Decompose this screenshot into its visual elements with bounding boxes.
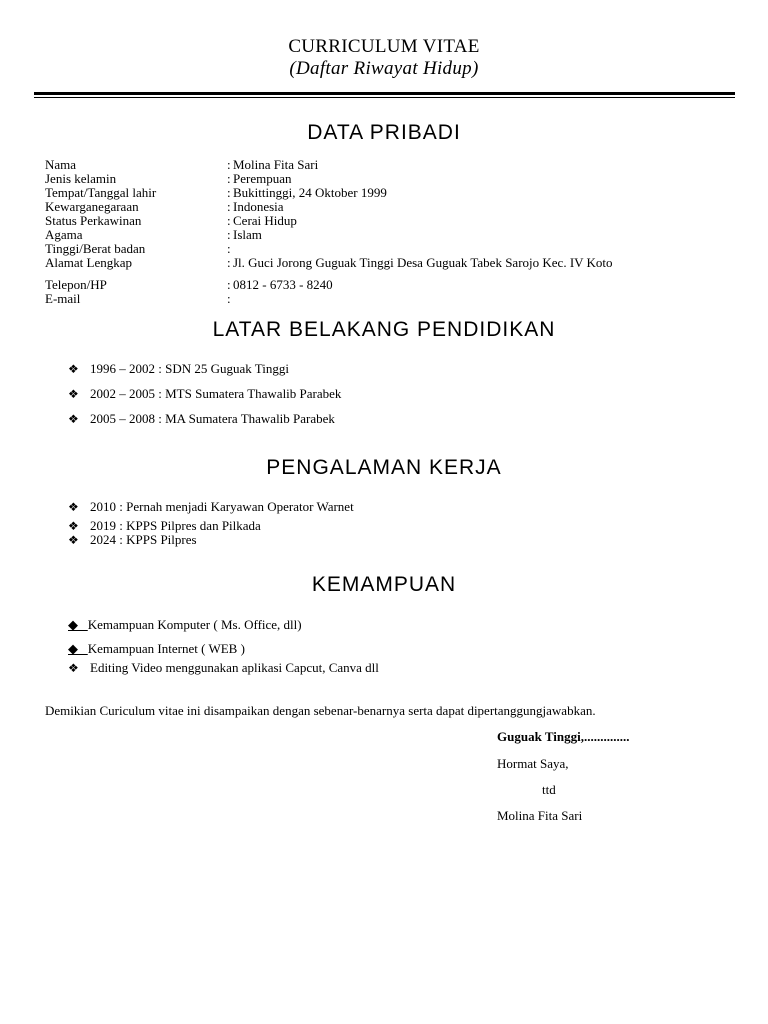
document-title: CURRICULUM VITAE bbox=[288, 36, 480, 57]
row-separator: : bbox=[227, 241, 231, 256]
section-heading-education: LATAR BELAKANG PENDIDIKAN bbox=[212, 318, 556, 341]
closing-statement: Demikian Curiculum vitae ini disampaikan dengan sebenar-benarnya serta dapat dipertanggungjawabkan. bbox=[45, 703, 596, 718]
row-separator: : bbox=[227, 227, 231, 242]
row-separator: : bbox=[227, 255, 231, 270]
row-label: Kewarganegaraan bbox=[45, 199, 139, 214]
row-label: Alamat Lengkap bbox=[45, 255, 132, 270]
skill-item-text: Editing Video menggunakan aplikasi Capcut, Canva dll bbox=[90, 660, 379, 675]
skill-item-text: Kemampuan Komputer ( Ms. Office, dll) bbox=[87, 617, 302, 632]
row-separator: : bbox=[227, 291, 231, 306]
row-separator: : bbox=[227, 157, 231, 172]
skill-item bbox=[68, 661, 379, 675]
personal-row-citizenship bbox=[45, 200, 284, 214]
education-item bbox=[68, 412, 335, 426]
skill-item bbox=[68, 618, 302, 632]
document-subtitle: (Daftar Riwayat Hidup) bbox=[289, 58, 479, 79]
row-label: E-mail bbox=[45, 291, 81, 306]
personal-row-phone bbox=[45, 278, 333, 292]
signature-regards: Hormat Saya, bbox=[497, 756, 569, 771]
experience-item bbox=[68, 519, 261, 533]
row-separator: : bbox=[227, 171, 231, 186]
row-value: Indonesia bbox=[233, 199, 284, 214]
diamond-outline-icon: ❖ bbox=[68, 500, 79, 514]
personal-row-height-weight bbox=[45, 242, 233, 256]
diamond-outline-icon: ❖ bbox=[68, 387, 79, 401]
diamond-solid-icon: ◆ bbox=[68, 641, 88, 656]
row-label: Status Perkawinan bbox=[45, 213, 142, 228]
diamond-outline-icon: ❖ bbox=[68, 362, 79, 376]
header-divider-thin bbox=[34, 97, 735, 98]
section-heading-skills: KEMAMPUAN bbox=[311, 573, 457, 596]
signature-mark: ttd bbox=[542, 782, 556, 797]
personal-row-birth bbox=[45, 186, 387, 200]
experience-item bbox=[68, 533, 197, 547]
row-separator: : bbox=[227, 213, 231, 228]
row-label: Nama bbox=[45, 157, 77, 172]
diamond-solid-icon: ◆ bbox=[68, 617, 88, 632]
row-value: Jl. Guci Jorong Guguak Tinggi Desa Guguak Tabek Sarojo Kec. IV Koto bbox=[233, 255, 613, 270]
experience-item-text: 2010 : Pernah menjadi Karyawan Operator Warnet bbox=[90, 499, 354, 514]
education-item-text: 2002 – 2005 : MTS Sumatera Thawalib Parabek bbox=[90, 386, 342, 401]
row-label: Agama bbox=[45, 227, 83, 242]
skill-item-text: Kemampuan Internet ( WEB ) bbox=[87, 641, 245, 656]
education-item-text: 1996 – 2002 : SDN 25 Guguak Tinggi bbox=[90, 361, 289, 376]
personal-row-name bbox=[45, 158, 318, 172]
diamond-outline-icon: ❖ bbox=[68, 661, 79, 675]
signature-place-date: Guguak Tinggi,.............. bbox=[497, 729, 630, 744]
personal-row-address bbox=[45, 256, 613, 270]
diamond-outline-icon: ❖ bbox=[68, 533, 79, 547]
experience-item-text: 2019 : KPPS Pilpres dan Pilkada bbox=[90, 518, 261, 533]
header-divider-thick bbox=[34, 92, 735, 95]
row-value: Molina Fita Sari bbox=[233, 157, 319, 172]
section-heading-experience: PENGALAMAN KERJA bbox=[266, 456, 502, 479]
row-label: Jenis kelamin bbox=[45, 171, 117, 186]
personal-row-marital bbox=[45, 214, 297, 228]
row-separator: : bbox=[227, 277, 231, 292]
row-value: 0812 - 6733 - 8240 bbox=[233, 277, 333, 292]
experience-item bbox=[68, 500, 354, 514]
diamond-outline-icon: ❖ bbox=[68, 519, 79, 533]
signature-name: Molina Fita Sari bbox=[497, 808, 583, 823]
row-label: Telepon/HP bbox=[45, 277, 107, 292]
diamond-outline-icon: ❖ bbox=[68, 412, 79, 426]
experience-item-text: 2024 : KPPS Pilpres bbox=[90, 532, 197, 547]
education-item bbox=[68, 387, 341, 401]
personal-row-gender bbox=[45, 172, 291, 186]
education-item-text: 2005 – 2008 : MA Sumatera Thawalib Parabek bbox=[90, 411, 335, 426]
personal-row-email bbox=[45, 292, 233, 306]
row-label: Tempat/Tanggal lahir bbox=[45, 185, 157, 200]
row-separator: : bbox=[227, 185, 231, 200]
personal-row-religion bbox=[45, 228, 262, 242]
row-separator: : bbox=[227, 199, 231, 214]
section-heading-personal: DATA PRIBADI bbox=[307, 121, 461, 144]
skill-item bbox=[68, 642, 245, 656]
row-value: Islam bbox=[233, 227, 262, 242]
education-item bbox=[68, 362, 289, 376]
row-value: Bukittinggi, 24 Oktober 1999 bbox=[233, 185, 387, 200]
row-value: Cerai Hidup bbox=[233, 213, 297, 228]
row-value: Perempuan bbox=[233, 171, 292, 186]
row-label: Tinggi/Berat badan bbox=[45, 241, 146, 256]
